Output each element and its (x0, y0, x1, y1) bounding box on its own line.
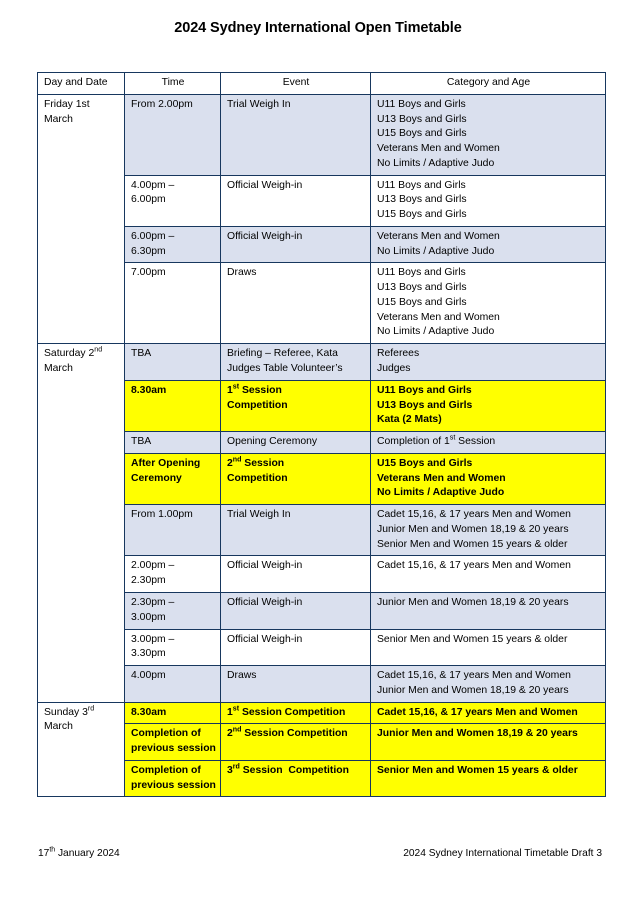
time-cell: TBA (125, 432, 221, 454)
event-cell: Trial Weigh In (221, 505, 371, 556)
category-and-age-cell: U11 Boys and Girls U13 Boys and Girls U15 Boys and Girls Veterans Men and Women No Limits / Adaptive Judo (371, 94, 606, 175)
category-and-age-cell: Cadet 15,16, & 17 years Men and Women Junior Men and Women 18,19 & 20 years (371, 666, 606, 703)
column-header-category: Category and Age (371, 73, 606, 95)
event-cell: Opening Ceremony (221, 432, 371, 454)
category-and-age-cell: Referees Judges (371, 344, 606, 381)
page-title: 2024 Sydney International Open Timetable (174, 20, 462, 36)
category-and-age-cell: Junior Men and Women 18,19 & 20 years (371, 592, 606, 629)
column-header-day: Day and Date (38, 73, 125, 95)
time-cell: After Opening Ceremony (125, 453, 221, 504)
event-cell: 1st Session Competition (221, 380, 371, 431)
event-cell: 3rd Session Competition (221, 760, 371, 797)
category-and-age-cell: Senior Men and Women 15 years & older (371, 629, 606, 666)
header-row (38, 73, 606, 95)
category-and-age-cell: Junior Men and Women 18,19 & 20 years (371, 724, 606, 761)
category-and-age-cell: Completion of 1st Session (371, 432, 606, 454)
category-and-age-cell: U11 Boys and Girls U13 Boys and Girls Kata (2 Mats) (371, 380, 606, 431)
time-cell: From 1.00pm (125, 505, 221, 556)
table-header (38, 73, 606, 95)
time-cell: 8.30am (125, 380, 221, 431)
timetable-container (37, 72, 605, 797)
category-and-age-cell: Cadet 15,16, & 17 years Men and Women (371, 702, 606, 724)
timetable (37, 72, 606, 797)
time-cell: 2.30pm – 3.00pm (125, 592, 221, 629)
time-cell: 7.00pm (125, 263, 221, 344)
time-cell: Completion of previous session (125, 724, 221, 761)
time-cell: 4.00pm – 6.00pm (125, 175, 221, 226)
footer-date: 17th January 2024 (38, 846, 120, 859)
event-cell: Official Weigh-in (221, 556, 371, 593)
day-and-date-cell: Sunday 3rd March (38, 702, 125, 797)
time-cell: Completion of previous session (125, 760, 221, 797)
category-and-age-cell: U11 Boys and Girls U13 Boys and Girls U15 Boys and Girls Veterans Men and Women No Limits / Adaptive Judo (371, 263, 606, 344)
time-cell: TBA (125, 344, 221, 381)
event-cell: 2nd Session Competition (221, 724, 371, 761)
table-row (38, 94, 606, 175)
event-cell: 2nd Session Competition (221, 453, 371, 504)
category-and-age-cell: Senior Men and Women 15 years & older (371, 760, 606, 797)
column-header-time: Time (125, 73, 221, 95)
time-cell: 8.30am (125, 702, 221, 724)
table-row (38, 702, 606, 724)
day-and-date-cell: Friday 1st March (38, 94, 125, 343)
table-row (38, 344, 606, 381)
category-and-age-cell: Cadet 15,16, & 17 years Men and Women Junior Men and Women 18,19 & 20 years Senior Men and Women 15 years & older (371, 505, 606, 556)
event-cell: Trial Weigh In (221, 94, 371, 175)
page-footer (38, 848, 606, 859)
event-cell: Official Weigh-in (221, 592, 371, 629)
category-and-age-cell: U15 Boys and Girls Veterans Men and Women No Limits / Adaptive Judo (371, 453, 606, 504)
column-header-event: Event (221, 73, 371, 95)
event-cell: Official Weigh-in (221, 629, 371, 666)
time-cell: 2.00pm – 2.30pm (125, 556, 221, 593)
category-and-age-cell: Cadet 15,16, & 17 years Men and Women (371, 556, 606, 593)
event-cell: Draws (221, 666, 371, 703)
category-and-age-cell: Veterans Men and Women No Limits / Adaptive Judo (371, 226, 606, 263)
time-cell: 4.00pm (125, 666, 221, 703)
event-cell: Draws (221, 263, 371, 344)
time-cell: 3.00pm – 3.30pm (125, 629, 221, 666)
time-cell: From 2.00pm (125, 94, 221, 175)
event-cell: Briefing – Referee, Kata Judges Table Volunteer’s (221, 344, 371, 381)
event-cell: Official Weigh-in (221, 175, 371, 226)
event-cell: 1st Session Competition (221, 702, 371, 724)
event-cell: Official Weigh-in (221, 226, 371, 263)
time-cell: 6.00pm – 6.30pm (125, 226, 221, 263)
footer-draft-label: 2024 Sydney International Timetable Draft 3 (403, 848, 602, 859)
category-and-age-cell: U11 Boys and Girls U13 Boys and Girls U15 Boys and Girls (371, 175, 606, 226)
table-body (38, 94, 606, 797)
day-and-date-cell: Saturday 2nd March (38, 344, 125, 702)
